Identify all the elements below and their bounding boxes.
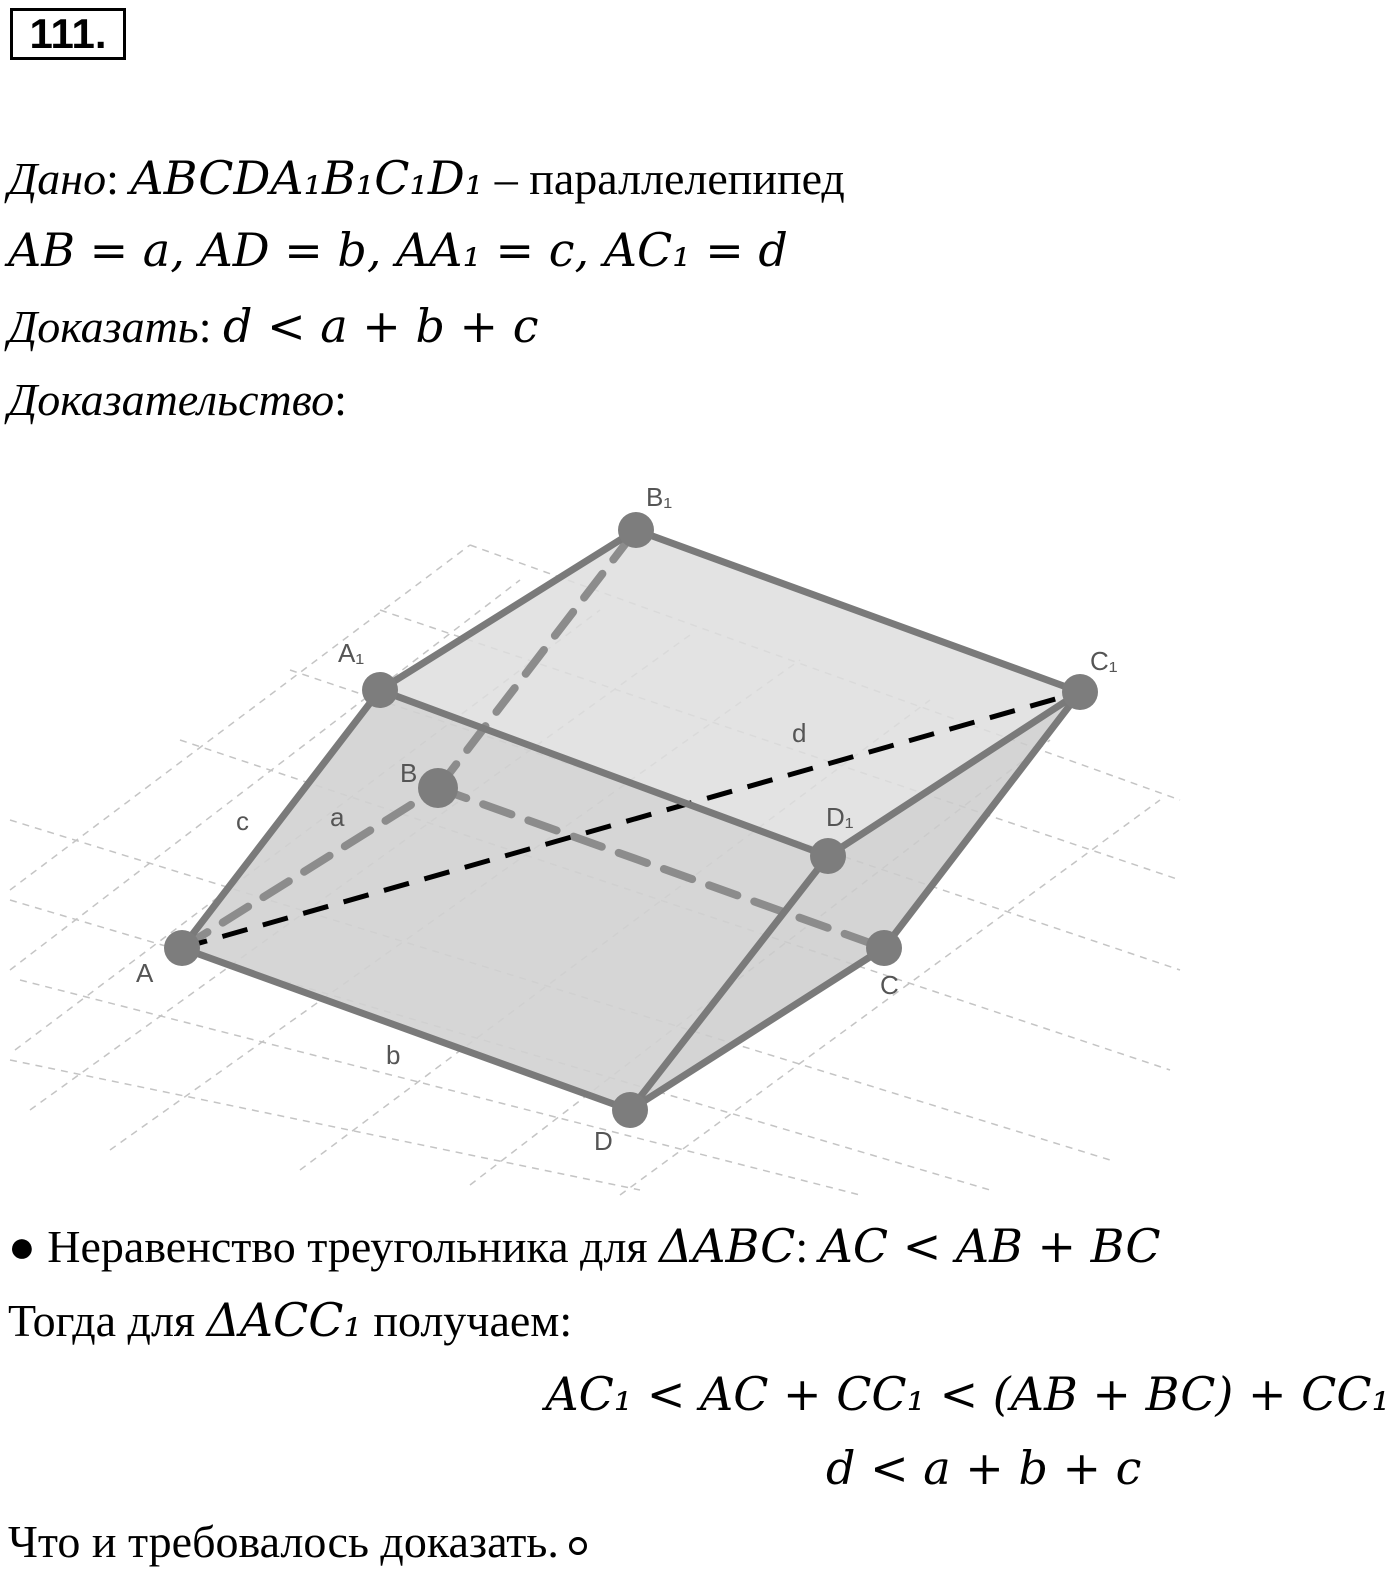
label-a: A [136,958,154,988]
vertex-c1 [1062,674,1098,710]
step2-text-before: Тогда для [8,1295,196,1346]
vertex-d [612,1092,648,1128]
step1-text: Неравенство треугольника для [47,1221,648,1272]
step2-text-after: получаем: [373,1295,573,1346]
conclusion-line [8,1514,587,1570]
vertex-a [164,930,200,966]
label-edge-d: d [792,718,807,748]
vertex-b1 [618,512,654,548]
given-line: Дано: ABCDA₁B₁C₁D₁ – параллелепипед [8,151,845,205]
vertex-d1 [810,838,846,874]
proof-label: Доказательство [8,374,335,425]
proof-chain: AC₁ < AC + CC₁ < (AB + BC) + CC₁ [545,1367,1390,1421]
prove-line: Доказать: d < a + b + c [8,299,539,353]
label-c1: C₁ [1090,646,1118,676]
label-edge-c: c [236,806,249,836]
label-b: B [400,758,418,788]
bullet-icon: ● [8,1221,36,1272]
label-d: D [594,1126,613,1156]
prove-statement: d < a + b + c [223,299,539,353]
given-label: Дано [8,153,107,204]
label-edge-a: a [330,802,345,832]
step1-triangle: ΔABC [659,1219,796,1273]
problem-number: 111. [10,8,126,60]
vertex-b [418,768,458,808]
end-of-proof-icon [569,1537,587,1555]
step1-math: AC < AB + BC [819,1219,1161,1273]
step2-triangle: ΔACC₁ [206,1293,362,1347]
parallelepiped-figure [0,470,1400,1210]
proof-result: d < a + b + c [826,1441,1142,1495]
proof-step-1: ● Неравенство треугольника для ΔABC: AC < AB + BC [8,1219,1161,1273]
vertex-a1 [362,672,398,708]
conclusion-text: Что и требовалось доказать. [8,1516,559,1567]
label-c: C [880,970,899,1000]
proof-heading: Доказательство: [8,374,347,425]
proof-step-2 [8,1292,572,1349]
label-a1: A₁ [338,638,365,668]
vertex-c [866,930,902,966]
figure-name: ABCDA₁B₁C₁D₁ [130,151,484,205]
prove-label: Доказать [8,301,199,352]
given-conditions: AB = a, AD = b, AA₁ = c, AC₁ = d [8,223,788,277]
label-b1: B₁ [646,482,673,512]
figure-type: – параллелепипед [494,153,845,204]
label-edge-b: b [386,1040,401,1070]
label-d1: D₁ [826,802,854,832]
